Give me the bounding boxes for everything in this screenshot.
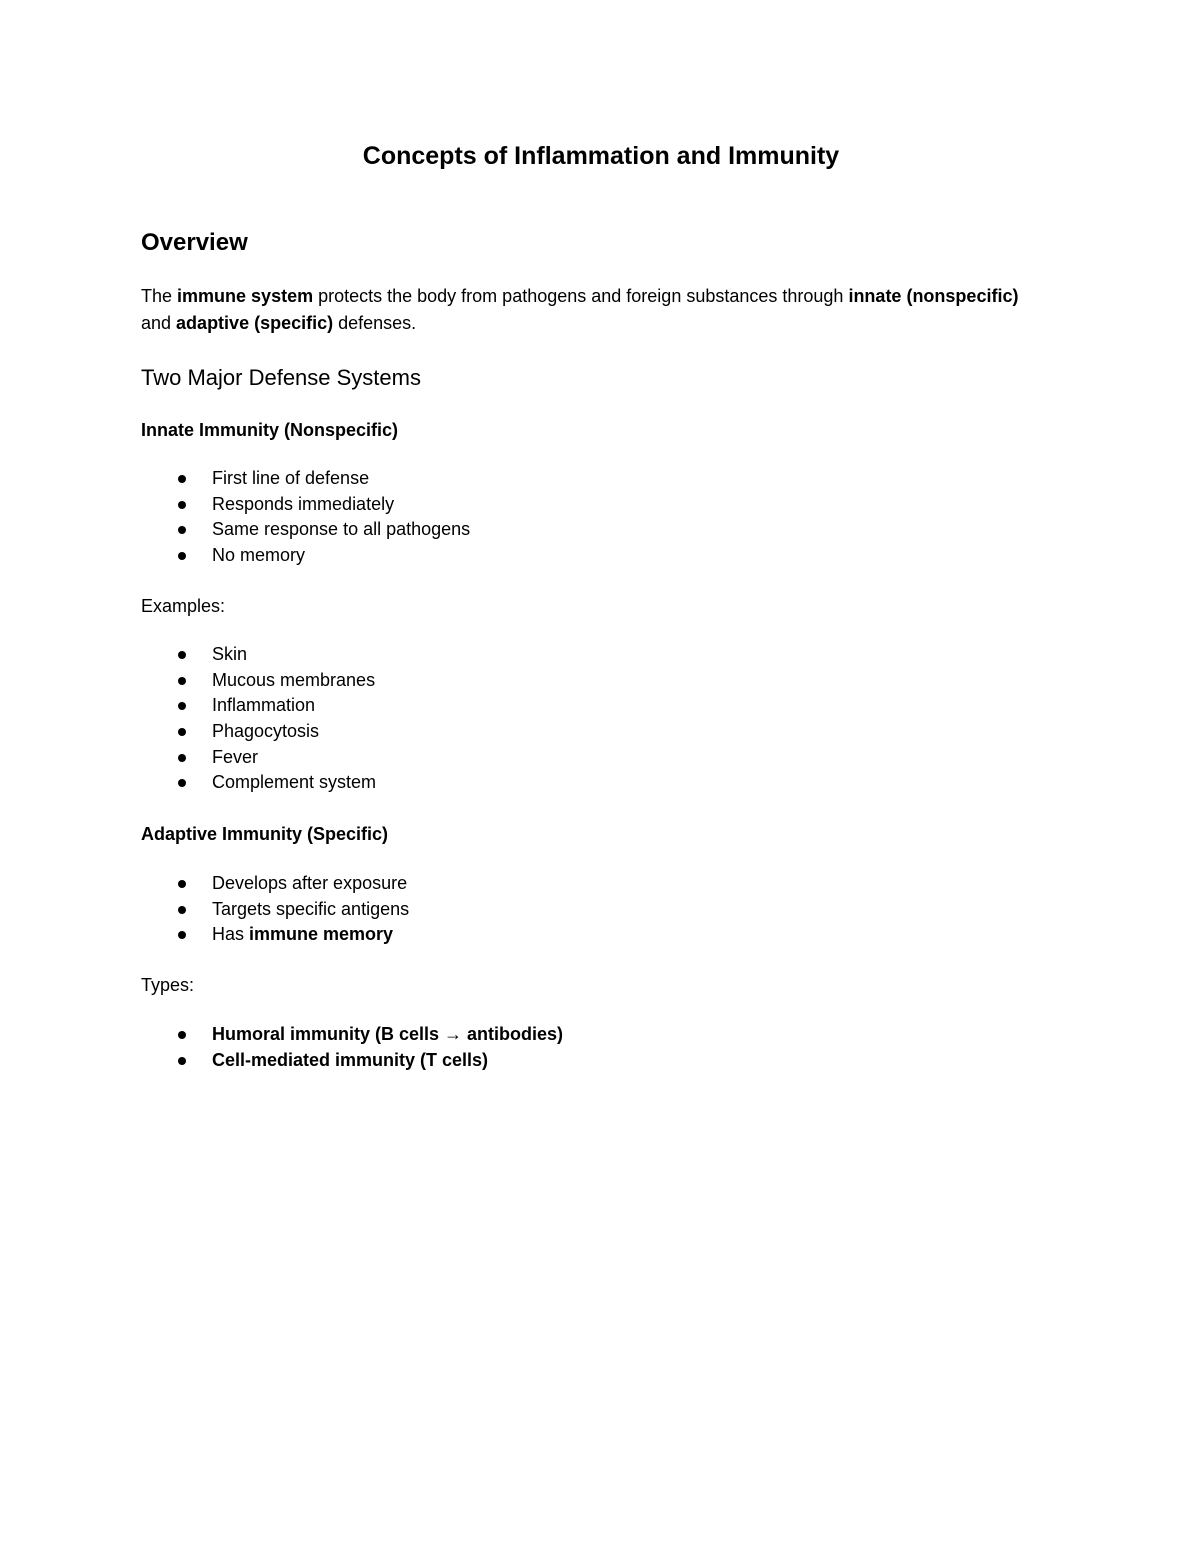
list-item: Skin xyxy=(141,642,376,668)
list-item: Humoral immunity (B cells → antibodies) xyxy=(141,1022,563,1048)
list-item: Develops after exposure xyxy=(141,871,409,897)
bullet-icon xyxy=(178,728,186,736)
bullet-icon xyxy=(178,651,186,659)
list-item: Inflammation xyxy=(141,693,376,719)
list-item: Cell-mediated immunity (T cells) xyxy=(141,1048,563,1074)
list-item: No memory xyxy=(141,543,470,569)
list-item: Complement system xyxy=(141,770,376,796)
types-label: Types: xyxy=(141,975,195,995)
immune-system-term: immune system xyxy=(177,286,314,306)
bullet-icon xyxy=(178,475,186,483)
bullet-icon xyxy=(178,677,186,685)
overview-text-3: and xyxy=(141,313,177,333)
overview-text-4: defenses. xyxy=(333,313,417,333)
innate-immunity-heading: Innate Immunity (Nonspecific) xyxy=(141,420,399,440)
innate-traits-list xyxy=(141,466,470,569)
bullet-icon xyxy=(178,702,186,710)
adaptive-traits-list xyxy=(141,871,409,948)
document-title: Concepts of Inflammation and Immunity xyxy=(362,142,840,170)
list-item: Has immune memory xyxy=(141,922,409,948)
overview-text-1: The xyxy=(141,286,178,306)
bullet-icon xyxy=(178,501,186,509)
examples-label: Examples: xyxy=(141,596,226,616)
adaptive-types-list xyxy=(141,1022,563,1073)
bullet-icon xyxy=(178,779,186,787)
list-item: Same response to all pathogens xyxy=(141,517,470,543)
innate-term: innate (nonspecific) xyxy=(848,286,1019,306)
list-item: Fever xyxy=(141,745,376,771)
overview-paragraph xyxy=(141,283,1041,337)
bullet-icon xyxy=(178,552,186,560)
overview-text-2: protects the body from pathogens and foreign substances through xyxy=(313,286,849,306)
bullet-icon xyxy=(178,1057,186,1065)
bullet-icon xyxy=(178,526,186,534)
list-item: Targets specific antigens xyxy=(141,897,409,923)
bullet-icon xyxy=(178,906,186,914)
overview-heading: Overview xyxy=(141,229,248,256)
adaptive-immunity-heading: Adaptive Immunity (Specific) xyxy=(141,824,389,844)
immune-memory-term: immune memory xyxy=(249,924,394,945)
list-item: First line of defense xyxy=(141,466,470,492)
bullet-icon xyxy=(178,1031,186,1039)
bullet-icon xyxy=(178,754,186,762)
bullet-icon xyxy=(178,931,186,939)
list-item: Phagocytosis xyxy=(141,719,376,745)
bullet-icon xyxy=(178,880,186,888)
innate-examples-list xyxy=(141,642,376,796)
list-item: Responds immediately xyxy=(141,492,470,518)
adaptive-term: adaptive (specific) xyxy=(176,313,334,333)
defense-systems-heading: Two Major Defense Systems xyxy=(141,365,421,390)
list-item: Mucous membranes xyxy=(141,668,376,694)
